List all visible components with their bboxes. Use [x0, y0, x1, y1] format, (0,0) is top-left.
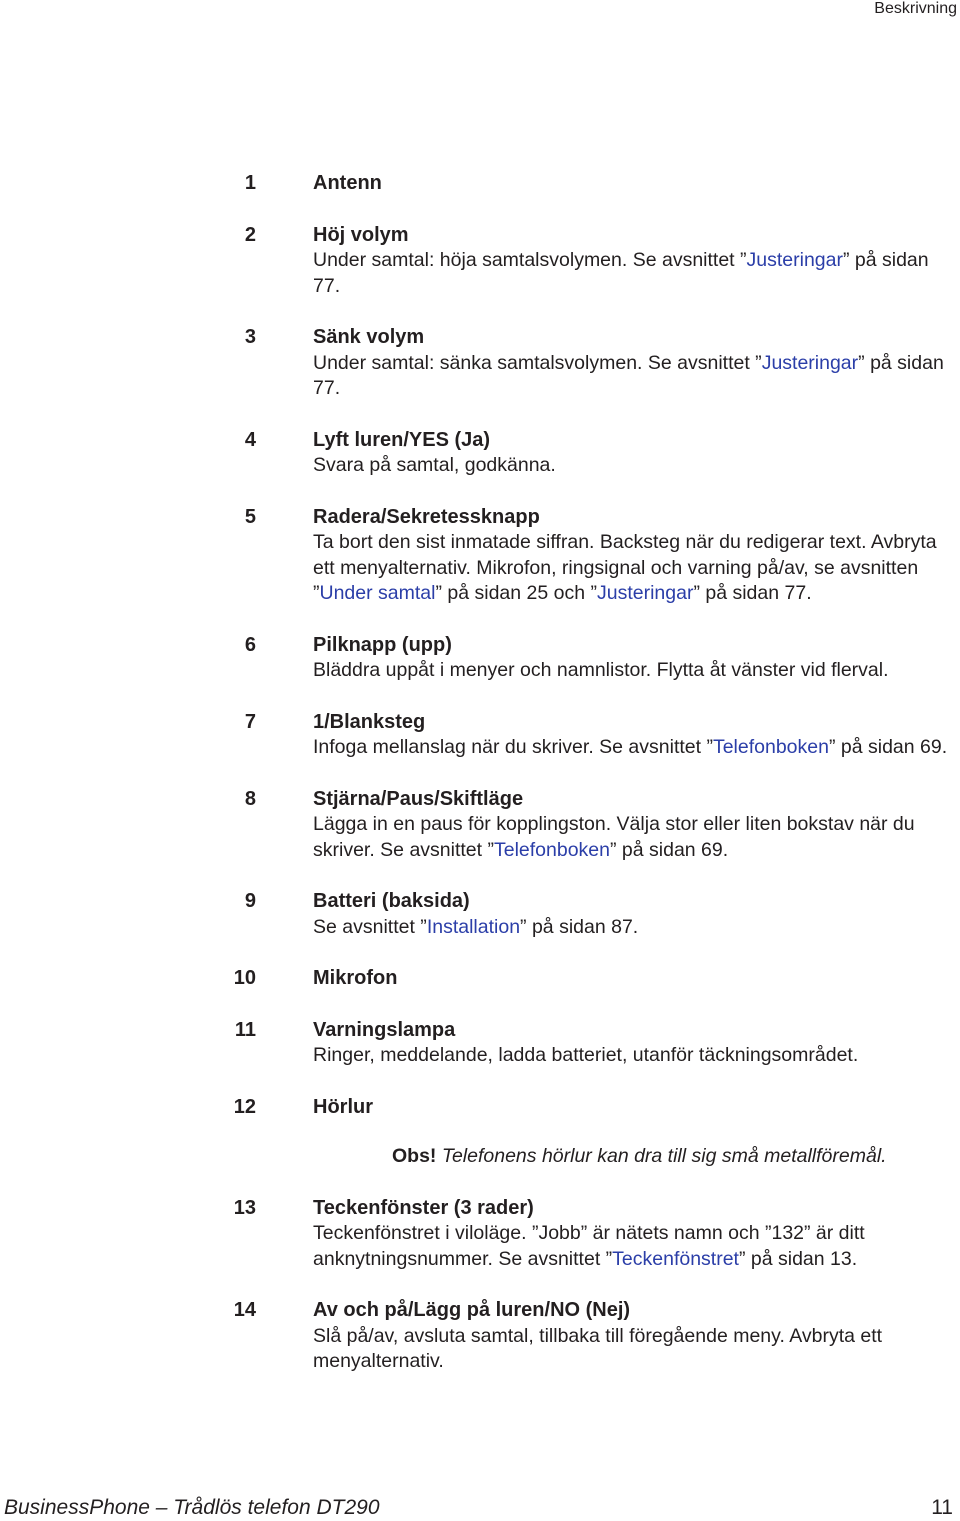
item-number: 2	[244, 223, 256, 246]
item-description	[313, 351, 958, 402]
item-title: Stjärna/Paus/Skiftläge	[313, 787, 524, 810]
item-number: 13	[233, 1196, 256, 1219]
item-description	[313, 915, 958, 941]
description-text: Se avsnittet ”	[313, 915, 427, 938]
description-text: ” på sidan 25 och ”	[435, 582, 597, 604]
description-text: Ringer, meddelande, ladda batteriet, utanför täckningsområdet.	[313, 1044, 859, 1066]
item-description	[313, 658, 958, 684]
page-header-section: Beskrivning	[874, 0, 957, 17]
description-text: ” på sidan 77.	[313, 351, 944, 399]
description-text: Infoga mellanslag när du skriver. Se avsnittet ”	[313, 736, 713, 758]
cross-reference-link[interactable]: Installation	[426, 915, 521, 938]
cross-reference-link[interactable]: Justeringar	[761, 351, 859, 374]
list-item	[0, 888, 960, 940]
item-title: Antenn	[313, 172, 382, 194]
list-item	[0, 427, 960, 479]
item-number: 12	[233, 1095, 256, 1118]
description-text: ” på sidan 77.	[693, 582, 812, 604]
list-item	[0, 222, 960, 300]
item-title: Radera/Sekretessknapp	[313, 505, 540, 528]
cross-reference-link[interactable]: Under samtal	[319, 582, 436, 604]
item-title: Varningslampa	[313, 1018, 456, 1041]
item-description	[313, 248, 958, 299]
cross-reference-link[interactable]: Telefonboken	[493, 838, 610, 861]
item-number: 3	[244, 326, 256, 348]
item-title: Av och på/Lägg på luren/NO (Nej)	[313, 1299, 631, 1321]
description-text: Bläddra uppåt i menyer och namnlistor. Flytta åt vänster vid flerval.	[313, 659, 889, 681]
item-title: Teckenfönster (3 rader)	[313, 1196, 534, 1219]
cross-reference-link[interactable]: Teckenfönstret	[612, 1247, 739, 1270]
description-text: Under samtal: sänka samtalsvolymen. Se avsnittet ”	[313, 351, 762, 374]
footer-doc-title: BusinessPhone – Trådlös telefon DT290	[4, 1496, 380, 1519]
item-title: Lyft luren/YES (Ja)	[313, 428, 491, 451]
list-item	[0, 709, 960, 761]
description-text: Ta bort den sist inmatade siffran. Backsteg när du redigerar text. Avbryta ett menyalternativ. Mikrofon, ringsignal och varning på/av, se avsnitten ”	[313, 531, 937, 604]
list-item	[0, 1297, 960, 1375]
item-number: 5	[244, 505, 256, 528]
item-number: 7	[244, 710, 256, 733]
description-text: Svara på samtal, godkänna.	[313, 454, 556, 476]
note-text: Telefonens hörlur kan dra till sig små metallföremål.	[436, 1145, 887, 1167]
description-text: Lägga in en paus för kopplingston. Välja stor eller liten bokstav när du skriver. Se avsnittet ”	[313, 813, 915, 861]
item-number: 8	[244, 787, 256, 810]
list-item	[0, 632, 960, 684]
item-description	[313, 1043, 958, 1069]
description-text: Slå på/av, avsluta samtal, tillbaka till föregående meny. Avbryta ett menyalternativ.	[313, 1324, 883, 1372]
item-number: 14	[233, 1299, 256, 1321]
note-label: Obs!	[392, 1145, 437, 1167]
item-title: Hörlur	[313, 1095, 373, 1118]
list-item	[0, 324, 960, 402]
item-number: 9	[244, 890, 256, 912]
cross-reference-link[interactable]: Justeringar	[596, 582, 694, 604]
item-title: Pilknapp (upp)	[313, 633, 452, 656]
item-title: Sänk volym	[313, 326, 425, 348]
cross-reference-link[interactable]: Telefonboken	[712, 736, 829, 758]
item-description	[313, 735, 958, 761]
list-item	[0, 786, 960, 864]
item-description	[313, 530, 958, 607]
footer-page-number: 11	[931, 1496, 953, 1519]
description-text: Teckenfönstret i viloläge. ”Jobb” är nätets namn och ”132” är ditt anknytningsnummer. Se avsnittet ”	[313, 1222, 865, 1270]
item-title: 1/Blanksteg	[313, 710, 426, 733]
list-item	[0, 170, 960, 197]
note	[392, 1144, 960, 1170]
list-item	[0, 965, 960, 992]
list-item	[0, 1195, 960, 1273]
item-description	[313, 453, 958, 479]
item-number: 1	[244, 172, 256, 194]
item-number: 4	[244, 428, 256, 451]
item-title: Batteri (baksida)	[313, 890, 470, 912]
cross-reference-link[interactable]: Justeringar	[746, 249, 843, 271]
description-text: ” på sidan 77.	[313, 249, 929, 297]
item-title: Mikrofon	[313, 967, 398, 989]
list-item	[0, 504, 960, 607]
item-title: Höj volym	[313, 223, 409, 246]
description-text: ” på sidan 69.	[828, 736, 948, 758]
description-text: ” på sidan 13.	[738, 1247, 858, 1270]
item-description	[313, 1324, 958, 1375]
list-item	[0, 1017, 960, 1069]
list-item	[0, 1094, 960, 1170]
item-number: 10	[233, 967, 256, 989]
description-text: ” på sidan 69.	[610, 838, 729, 861]
item-description	[313, 1221, 958, 1272]
feature-list	[0, 170, 960, 1400]
item-description	[313, 812, 958, 863]
description-text: ” på sidan 87.	[520, 915, 639, 938]
description-text: Under samtal: höja samtalsvolymen. Se avsnittet ”	[313, 249, 747, 271]
item-number: 11	[234, 1018, 256, 1041]
item-number: 6	[244, 633, 256, 656]
